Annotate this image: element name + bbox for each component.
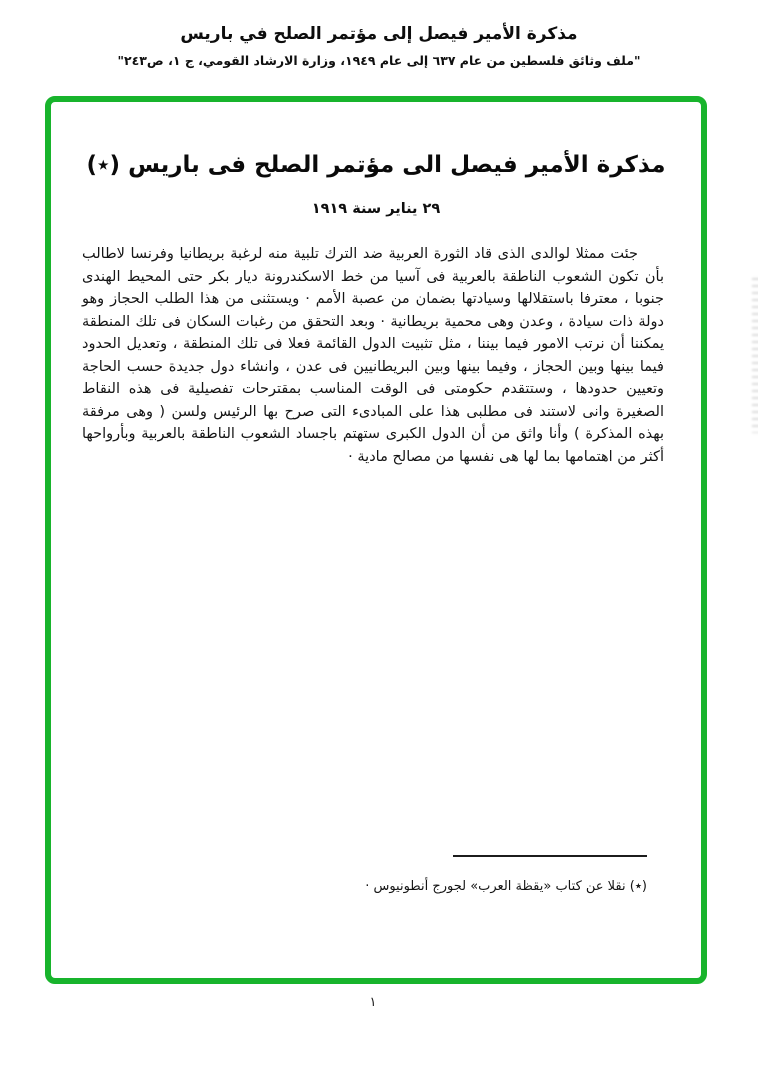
header-title: مذكرة الأمير فيصل إلى مؤتمر الصلح في باريس xyxy=(180,24,578,44)
header-source-citation: "ملف وثائق فلسطين من عام ٦٣٧ إلى عام ١٩٤٩، وزارة الارشاد القومي، ج ١، ص٢٤٣" xyxy=(117,53,641,68)
document-date: ٢٩ يناير سنة ١٩١٩ xyxy=(311,201,441,217)
scan-bleed-artifact xyxy=(752,278,758,433)
document-green-frame xyxy=(45,96,707,984)
footnote-divider-line xyxy=(453,855,647,857)
page-number: ١ xyxy=(369,995,377,1010)
document-title: مذكرة الأمير فيصل الى مؤتمر الصلح فى باريس (٭) xyxy=(86,152,666,178)
document-body-paragraph: جئت ممثلا لوالدى الذى قاد الثورة العربية ضد الترك تلبية منه لرغبة بريطانيا وفرنسا لاطالب بأن تكون الشعوب الناطقة بالعربية فى آسيا من خط الاسكندرونة ديار بكر حتى المحيط الهندى جنوبا ، معترفا باستقلالها وسيادتها بضمان من عصبة الأمم · ويستثنى من هذا الطلب الحجاز وهو دولة ذات سيادة ، وعدن وهى محمية بريطانية · وبعد التحقق من رغبات السكان فى تلك المنطقة يمكننا أن نرتب الامور فيما بيننا ، مثل تثبيت الدول القائمة فعلا فى تلك المنطقة ، وتعديل الحدود فيما بينها وبين الحجاز ، وفيما بينها وبين البريطانيين فى عدن ، وانشاء دول جديدة حسب الحاجة وتعيين حدودها ، وستتقدم حكومتى فى الوقت المناسب بمقترحات تفصيلية فى هذه النقاط الصغيرة وانى لاستند فى مطلبى هذا على المبادىء التى صرح بها الرئيس ولسن ( وهى مرفقة بهذه المذكرة ) وأنا واثق من أن الدول الكبرى ستهتم باجساد الشعوب الناطقة بالعربية وبأرواحها أكثر من اهتمامها بما لها هى نفسها من مصالح مادية · xyxy=(82,246,664,465)
footnote-text: (٭) نقلا عن كتاب «يقظة العرب» لجورج أنطونيوس · xyxy=(365,879,647,894)
page-header xyxy=(0,24,758,68)
